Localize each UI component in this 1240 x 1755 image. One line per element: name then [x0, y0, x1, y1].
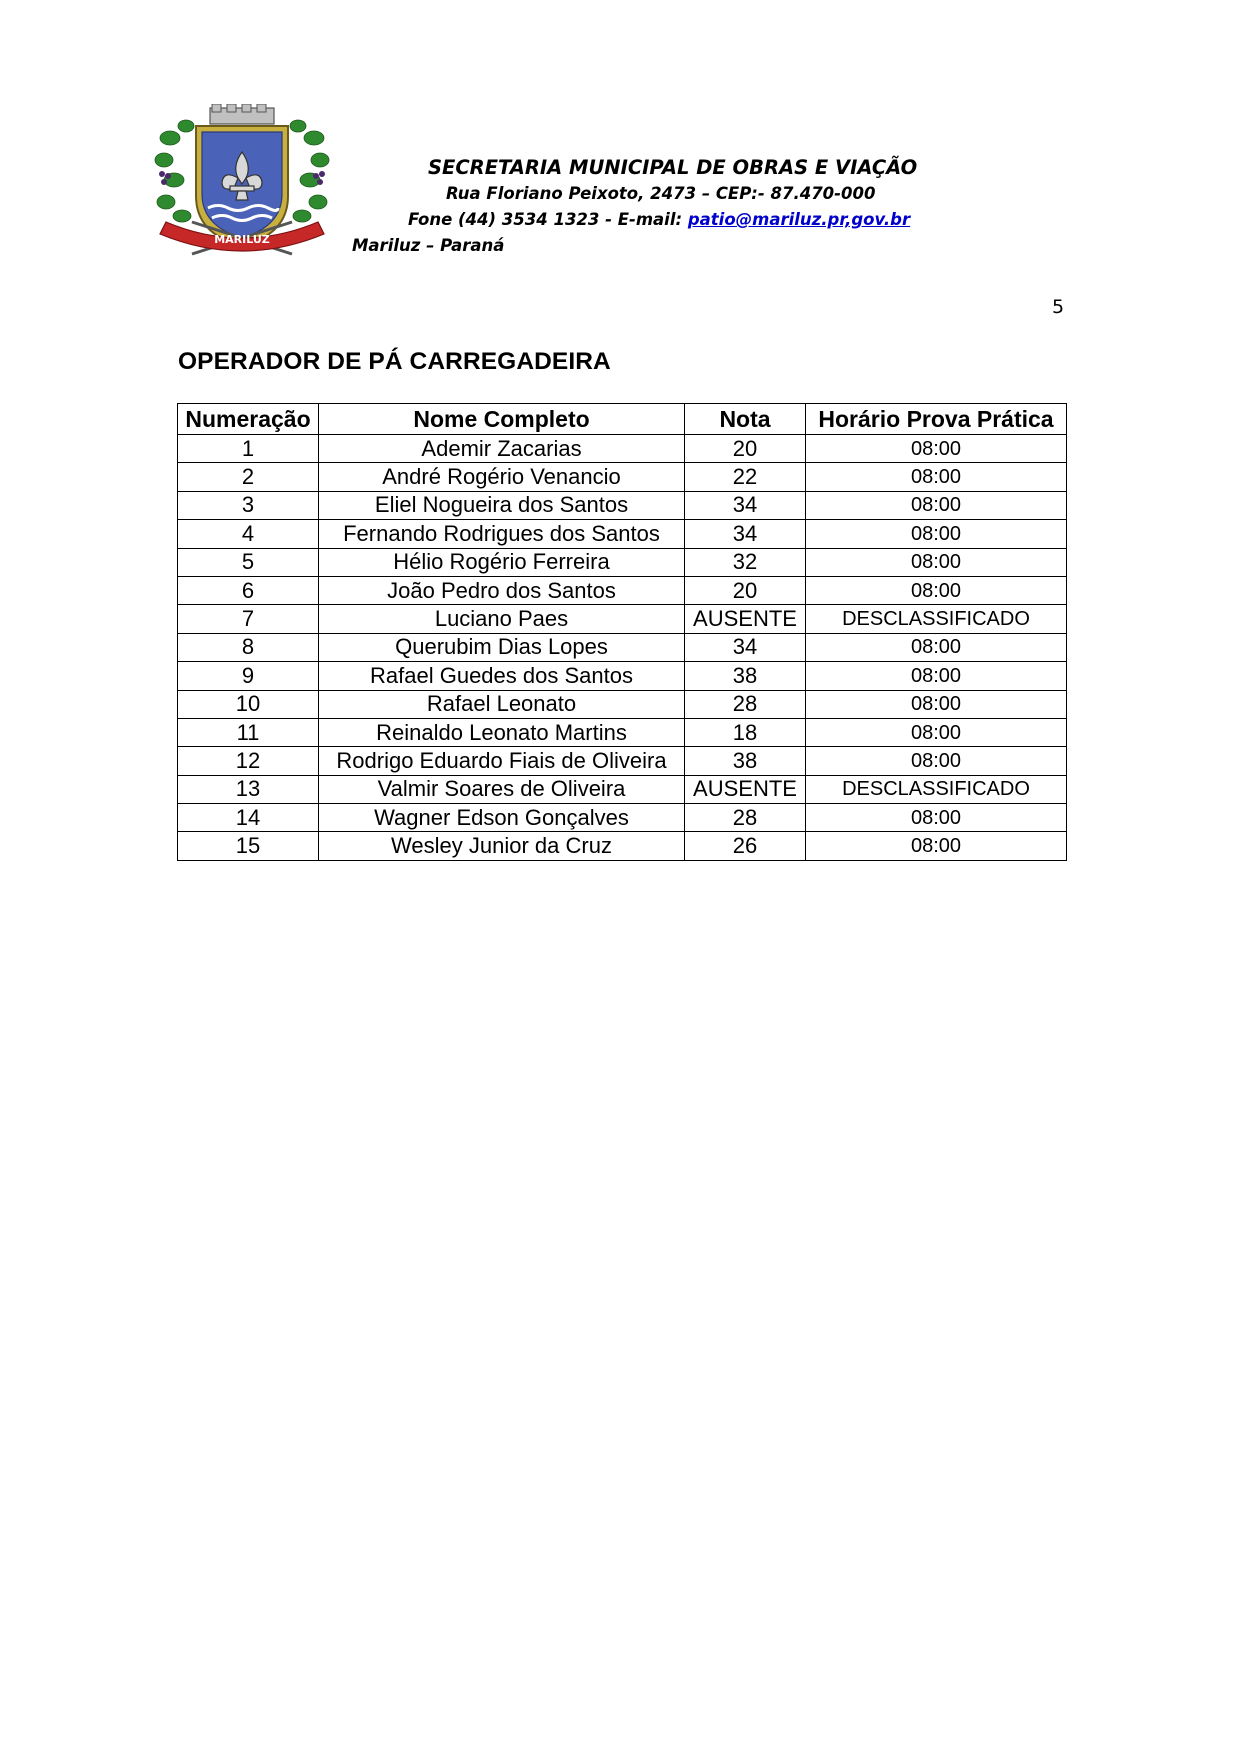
department-contact — [408, 210, 910, 229]
cell-number: 15 — [178, 832, 319, 860]
cell-number: 7 — [178, 605, 319, 633]
cell-exam-time: 08:00 — [806, 435, 1067, 463]
cell-name: Valmir Soares de Oliveira — [319, 775, 685, 803]
table-row — [178, 548, 1067, 576]
cell-number: 14 — [178, 804, 319, 832]
table-row — [178, 463, 1067, 491]
cell-grade: 28 — [685, 804, 806, 832]
cell-name: João Pedro dos Santos — [319, 576, 685, 604]
table-row — [178, 605, 1067, 633]
cell-exam-time: 08:00 — [806, 804, 1067, 832]
table-row — [178, 435, 1067, 463]
department-address: Rua Floriano Peixoto, 2473 – CEP:- 87.470-000 — [446, 184, 876, 203]
table-row — [178, 832, 1067, 860]
cell-exam-time: 08:00 — [806, 747, 1067, 775]
cell-exam-time: 08:00 — [806, 662, 1067, 690]
page-number: 5 — [1052, 296, 1065, 318]
table-row — [178, 804, 1067, 832]
cell-grade: 34 — [685, 491, 806, 519]
cell-exam-time: 08:00 — [806, 548, 1067, 576]
cell-exam-time: 08:00 — [806, 576, 1067, 604]
section-title: OPERADOR DE PÁ CARREGADEIRA — [178, 348, 611, 375]
table-row — [178, 662, 1067, 690]
cell-name: Wagner Edson Gonçalves — [319, 804, 685, 832]
column-header-name: Nome Completo — [319, 404, 685, 435]
cell-exam-time: 08:00 — [806, 491, 1067, 519]
cell-exam-time: DESCLASSIFICADO — [806, 605, 1067, 633]
cell-name: Fernando Rodrigues dos Santos — [319, 520, 685, 548]
cell-grade: 34 — [685, 633, 806, 661]
column-header-number: Numeração — [178, 404, 319, 435]
cell-grade: 38 — [685, 747, 806, 775]
cell-exam-time: 08:00 — [806, 463, 1067, 491]
cell-exam-time: DESCLASSIFICADO — [806, 775, 1067, 803]
cell-name: Wesley Junior da Cruz — [319, 832, 685, 860]
table-header-row — [178, 404, 1067, 435]
cell-number: 5 — [178, 548, 319, 576]
cell-number: 4 — [178, 520, 319, 548]
cell-name: Querubim Dias Lopes — [319, 633, 685, 661]
cell-name: Rafael Guedes dos Santos — [319, 662, 685, 690]
phone-text: Fone (44) 3534 1323 - E-mail: — [408, 210, 688, 229]
cell-exam-time: 08:00 — [806, 633, 1067, 661]
cell-number: 6 — [178, 576, 319, 604]
results-table — [177, 403, 1067, 861]
svg-text:MARILUZ: MARILUZ — [214, 233, 270, 246]
cell-grade: 32 — [685, 548, 806, 576]
column-header-grade: Nota — [685, 404, 806, 435]
cell-grade: 38 — [685, 662, 806, 690]
email-link[interactable]: patio@mariluz.pr,gov.br — [687, 210, 911, 229]
cell-grade: 26 — [685, 832, 806, 860]
cell-number: 12 — [178, 747, 319, 775]
cell-name: Rafael Leonato — [319, 690, 685, 718]
cell-grade: 28 — [685, 690, 806, 718]
cell-name: Hélio Rogério Ferreira — [319, 548, 685, 576]
cell-number: 1 — [178, 435, 319, 463]
cell-number: 10 — [178, 690, 319, 718]
table-body — [178, 435, 1067, 861]
cell-number: 8 — [178, 633, 319, 661]
cell-grade: 22 — [685, 463, 806, 491]
cell-exam-time: 08:00 — [806, 832, 1067, 860]
cell-number: 11 — [178, 718, 319, 746]
cell-exam-time: 08:00 — [806, 690, 1067, 718]
cell-exam-time: 08:00 — [806, 520, 1067, 548]
department-city: Mariluz – Paraná — [352, 236, 505, 255]
column-header-exam-time: Horário Prova Prática — [806, 404, 1067, 435]
table-row — [178, 775, 1067, 803]
cell-grade: AUSENTE — [685, 605, 806, 633]
cell-exam-time: 08:00 — [806, 718, 1067, 746]
cell-grade: 20 — [685, 576, 806, 604]
cell-grade: 18 — [685, 718, 806, 746]
cell-number: 9 — [178, 662, 319, 690]
cell-name: André Rogério Venancio — [319, 463, 685, 491]
cell-grade: 34 — [685, 520, 806, 548]
table-row — [178, 491, 1067, 519]
cell-name: Luciano Paes — [319, 605, 685, 633]
table-row — [178, 520, 1067, 548]
cell-name: Reinaldo Leonato Martins — [319, 718, 685, 746]
coat-of-arms-icon — [152, 104, 332, 262]
table-row — [178, 690, 1067, 718]
cell-name: Ademir Zacarias — [319, 435, 685, 463]
table-row — [178, 576, 1067, 604]
cell-number: 2 — [178, 463, 319, 491]
cell-grade: 20 — [685, 435, 806, 463]
cell-grade: AUSENTE — [685, 775, 806, 803]
cell-number: 3 — [178, 491, 319, 519]
table-row — [178, 633, 1067, 661]
department-title: SECRETARIA MUNICIPAL DE OBRAS E VIAÇÃO — [428, 156, 918, 179]
table-row — [178, 747, 1067, 775]
cell-name: Rodrigo Eduardo Fiais de Oliveira — [319, 747, 685, 775]
table-row — [178, 718, 1067, 746]
cell-name: Eliel Nogueira dos Santos — [319, 491, 685, 519]
cell-number: 13 — [178, 775, 319, 803]
